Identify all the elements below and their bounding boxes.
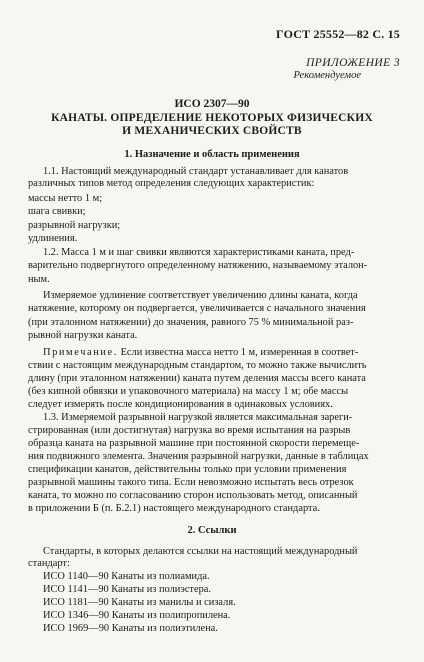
note-label: Примечание. — [43, 347, 118, 358]
note-line: (без кипной обвязки и упаковочного материала) на массу 1 м; обе массы — [28, 386, 349, 397]
paragraph-line: ния подвижного элемента. Значения разрывной нагрузки, данные в таблицах — [28, 451, 369, 462]
reference-item: ИСО 1181—90 Канаты из манилы и сизаля. — [43, 597, 236, 608]
paragraph-line: Стандарты, в которых делаются ссылки на настоящий международный — [43, 546, 358, 557]
paragraph-line: рывной нагрузки каната. — [28, 330, 138, 341]
paragraph-line: разрывной машины такого типа. Если невозможно испытать весь отрезок — [28, 477, 354, 488]
paragraph-line: (при эталонном натяжении) до значения, равного 75 % минимальной раз- — [28, 317, 354, 328]
paragraph-line: варительно подвергнутого определенному натяжению, называемому эталон- — [28, 260, 368, 271]
paragraph-line: 1.2. Масса 1 м и шаг свивки являются характеристиками каната, пред- — [43, 247, 355, 258]
note-line — [43, 347, 358, 359]
paragraph-line: спецификации канатов, действительны только при условии применения — [28, 464, 347, 475]
note-line: ствии с настоящим международным стандартом, то можно также вычислить — [28, 360, 367, 371]
paragraph-line: в приложении Б (п. Б.2.1) настоящего международного стандарта. — [28, 503, 320, 514]
standard-number: ИСО 2307—90 — [174, 98, 250, 110]
note-text: Если известна масса нетто 1 м, измеренная в соответ- — [117, 347, 359, 358]
section-2-heading: 2. Ссылки — [187, 525, 237, 536]
note-line: длину (при эталонном натяжении) каната путем деления массы всего каната — [28, 373, 366, 384]
reference-item: ИСО 1969—90 Канаты из полиэтилена. — [43, 623, 218, 634]
page-header: ГОСТ 25552—82 С. 15 — [276, 27, 400, 41]
paragraph-line: натяжение, которому он подвергается, увеличивается с начального значения — [28, 303, 366, 314]
paragraph-line: образца каната на разрывной машине при постоянной скорости перемеще- — [28, 438, 360, 449]
section-1-heading: 1. Назначение и область применения — [124, 149, 300, 160]
appendix-status: Рекомендуемое — [293, 70, 361, 81]
list-item: удлинения. — [28, 233, 78, 244]
note-line: следует измерять после кондиционирования в одинаковых условиях. — [28, 399, 333, 410]
appendix-label: ПРИЛОЖЕНИЕ 3 — [306, 57, 400, 69]
paragraph-line: стрированная (или достигнутая) нагрузка во время испытания на разрыв — [28, 425, 351, 436]
paragraph-line: 1.1. Настоящий международный стандарт устанавливает для канатов — [43, 166, 349, 177]
list-item: массы нетто 1 м; — [28, 193, 103, 204]
reference-item: ИСО 1346—90 Канаты из полипропилена. — [43, 610, 231, 621]
paragraph-line: различных типов метод определения следующих характеристик: — [28, 178, 315, 189]
paragraph-line: 1.3. Измеряемой разрывной нагрузкой является максимальная зареги- — [43, 412, 353, 423]
document-title-line-2: И МЕХАНИЧЕСКИХ СВОЙСТВ — [122, 125, 302, 137]
reference-item: ИСО 1141—90 Канаты из полиэстера. — [43, 584, 211, 595]
paragraph-line: ным. — [28, 274, 50, 285]
list-item: шага свивки; — [28, 206, 86, 217]
paragraph-line: Измеряемое удлинение соответствует увеличению длины каната, когда — [43, 290, 358, 301]
list-item: разрывной нагрузки; — [28, 220, 121, 231]
document-title-line-1: КАНАТЫ. ОПРЕДЕЛЕНИЕ НЕКОТОРЫХ ФИЗИЧЕСКИХ — [51, 112, 373, 124]
reference-item: ИСО 1140—90 Канаты из полиамида. — [43, 571, 210, 582]
paragraph-line: стандарт: — [28, 558, 70, 569]
paragraph-line: каната, то можно по согласованию сторон использовать метод, описанный — [28, 490, 358, 501]
